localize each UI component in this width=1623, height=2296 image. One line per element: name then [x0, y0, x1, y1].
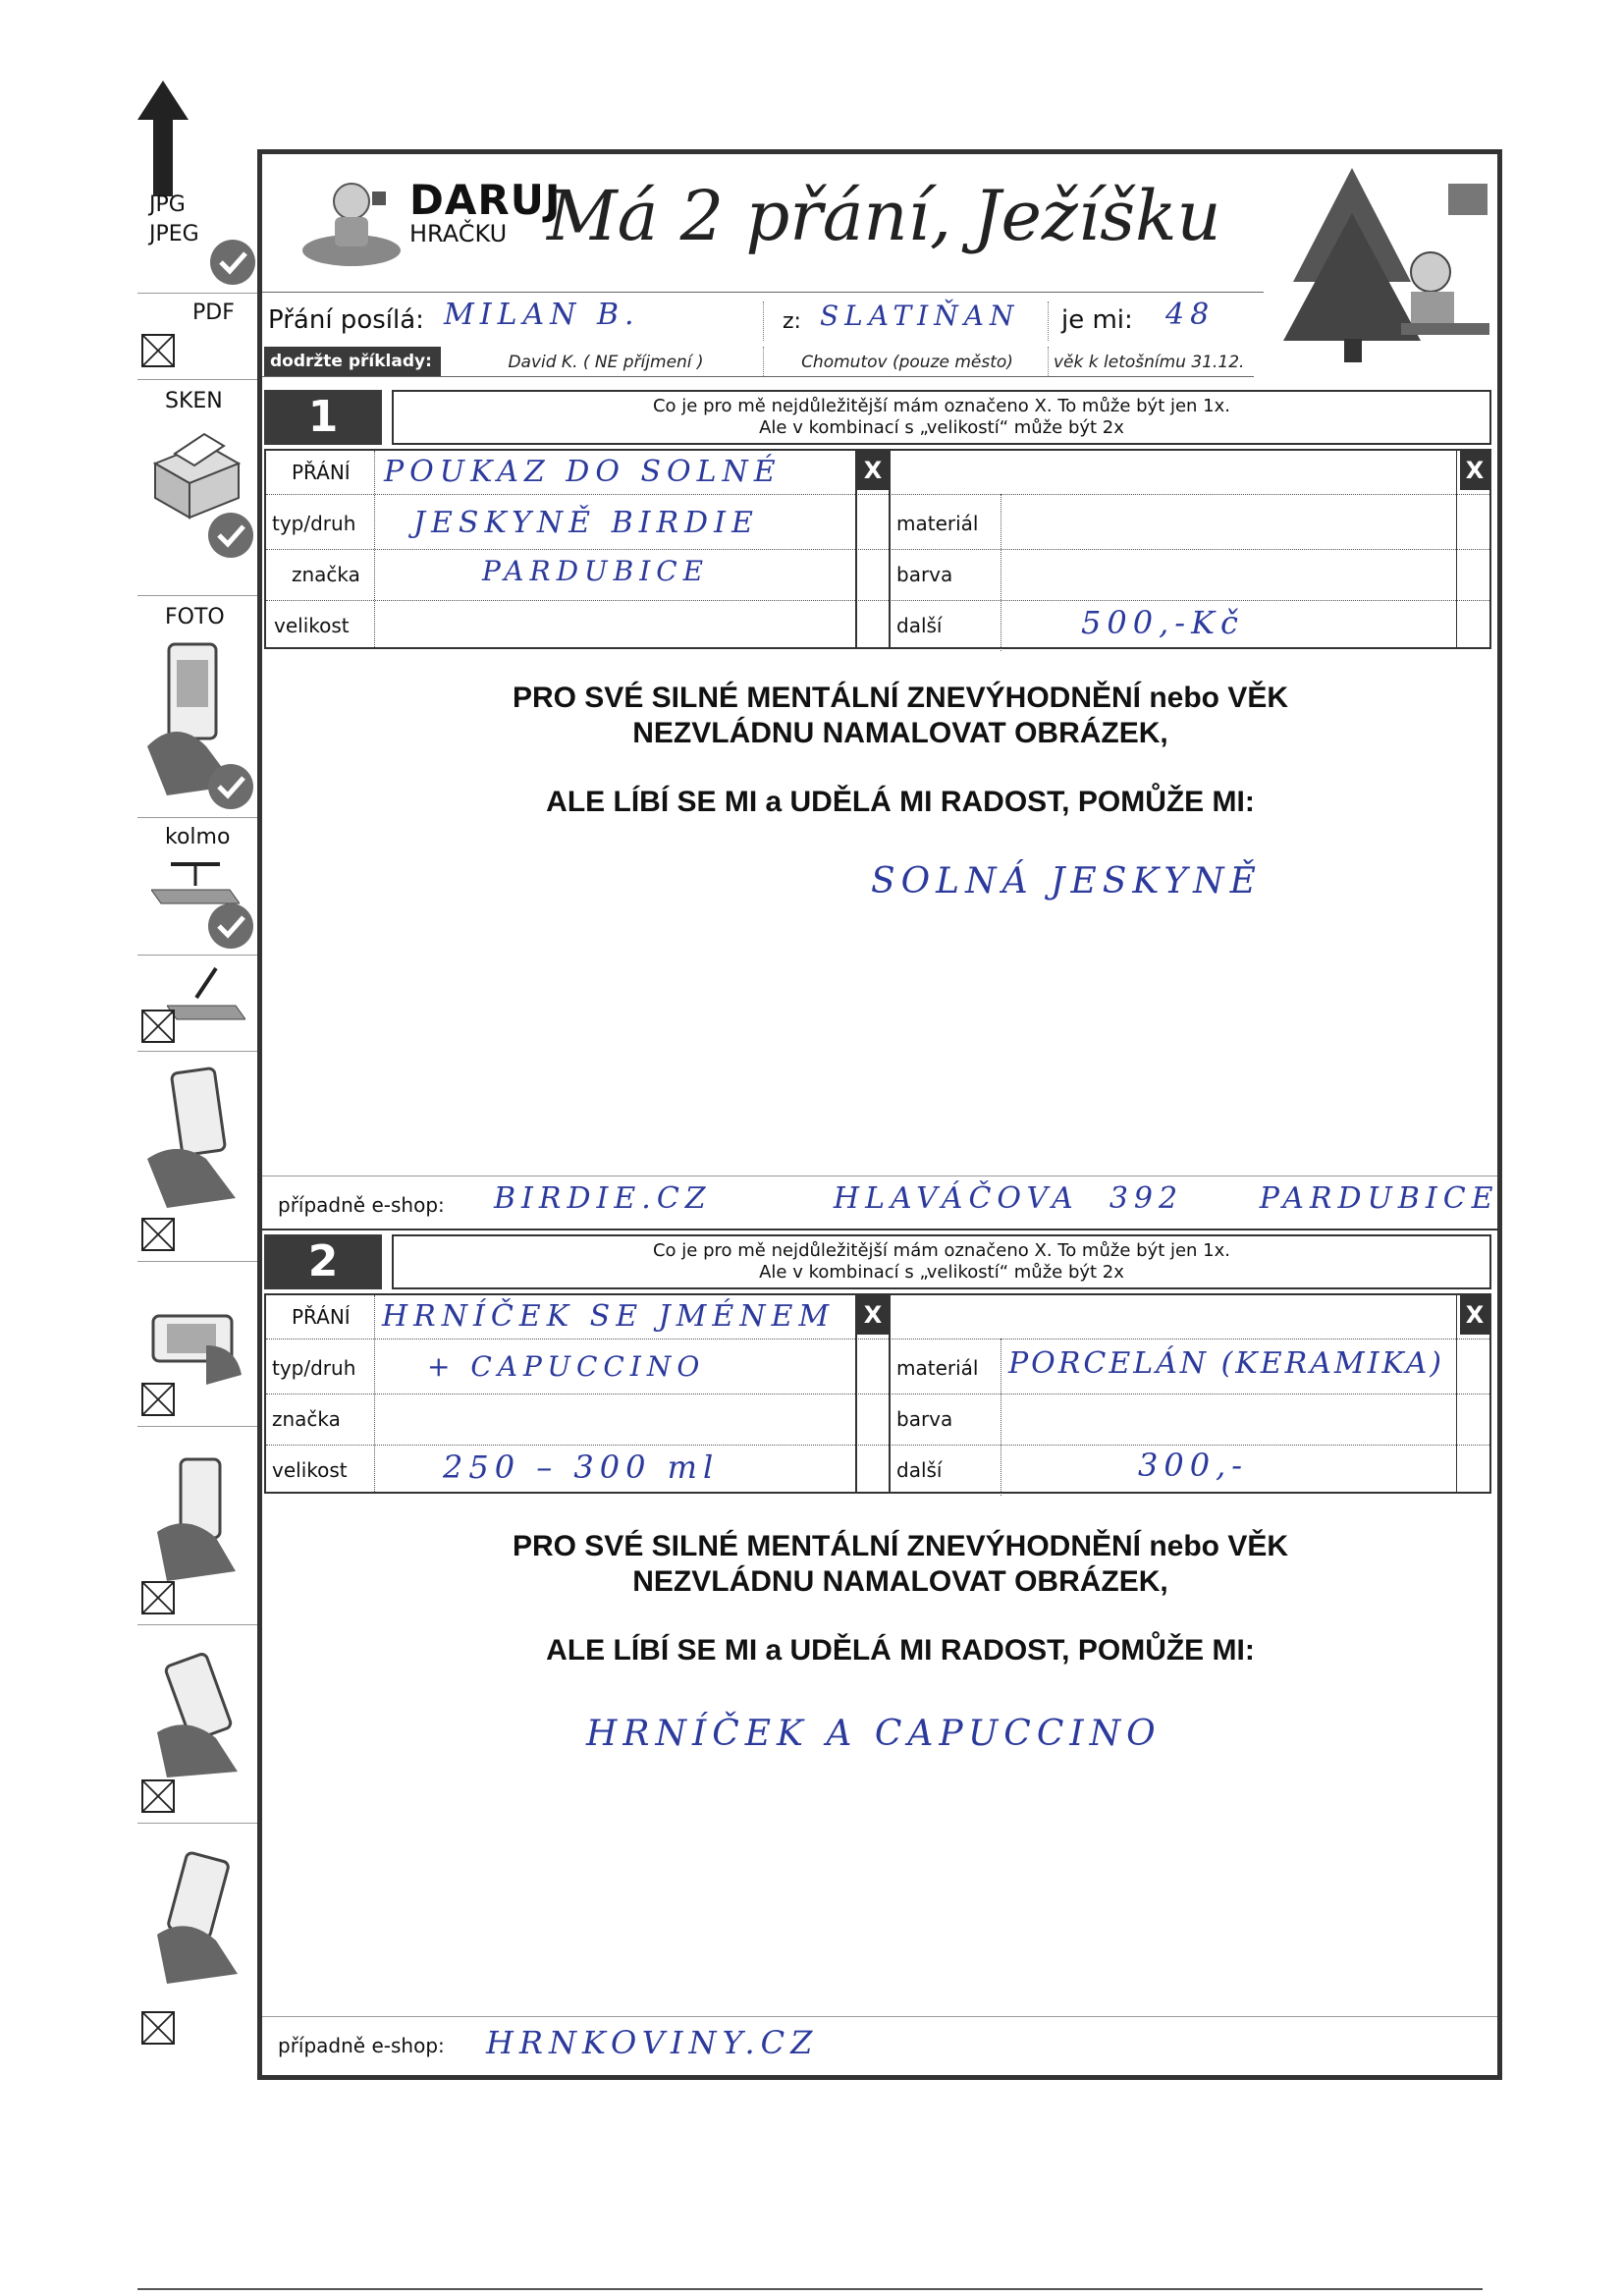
- sender-value: MILAN B.: [444, 298, 640, 332]
- perpendicular-icon: [151, 858, 240, 907]
- christmas-tree-icon: [1283, 164, 1499, 370]
- wish1-typ-label: typ/druh: [272, 512, 356, 535]
- sken-label: SKEN: [165, 389, 223, 413]
- wish1-typ-value: JESKYNĚ BIRDIE: [413, 506, 759, 540]
- x-box-icon: [141, 1218, 175, 1251]
- x-box-icon: [141, 334, 175, 367]
- wish2-material-value: PORCELÁN (KERAMIKA): [1008, 1346, 1444, 1381]
- pdf-label: PDF: [192, 301, 235, 325]
- phone-photo-icon: [147, 1650, 245, 1777]
- wish1-x-right: X: [1460, 451, 1489, 490]
- divider: [137, 595, 257, 596]
- wish2-eshop-label: případně e-shop:: [278, 2034, 445, 2057]
- divider: [1456, 451, 1457, 647]
- wish1-big-line2: NEZVLÁDNU NAMALOVAT OBRÁZEK,: [632, 717, 1168, 749]
- divider: [374, 451, 375, 647]
- wish2-velikost-value: 250 – 300 ml: [443, 1449, 720, 1486]
- age-label: je mi:: [1061, 305, 1133, 335]
- divider: [266, 494, 1489, 495]
- page-title: Má 2 přání, Ježíšku: [547, 176, 1221, 256]
- wish1-number: 1: [264, 390, 382, 445]
- scanner-icon: [145, 424, 243, 522]
- wish2-typ-value: + CAPUCCINO: [427, 1350, 706, 1383]
- divider: [137, 1426, 257, 1427]
- logo-daruj: DARUJ: [409, 176, 562, 224]
- santa-logo-icon: [298, 172, 406, 270]
- wish2-x-right: X: [1460, 1295, 1489, 1335]
- from-label: z:: [783, 309, 801, 334]
- wish2-velikost-label: velikost: [272, 1458, 348, 1482]
- bottom-scan-line: [137, 2288, 1483, 2290]
- foto-label: FOTO: [165, 605, 225, 629]
- check-icon: [210, 240, 255, 285]
- wish2-note: [392, 1234, 1491, 1289]
- header-divider: [262, 292, 1264, 293]
- wish1-note-line2: Ale v kombinací s „velikostí“ může být 2x: [759, 417, 1124, 438]
- wish2-material-label: materiál: [896, 1356, 979, 1380]
- check-icon: [208, 764, 253, 809]
- check-icon: [208, 513, 253, 558]
- wish2-note-line1: Co je pro mě nejdůležitější mám označeno X. To může být jen 1x.: [652, 1240, 1231, 1261]
- phone-photo-icon: [147, 1061, 245, 1208]
- x-box-icon: [141, 1383, 175, 1416]
- divider: [137, 817, 257, 818]
- jpeg-label: JPEG: [149, 222, 199, 246]
- from-value: SLATIŇAN: [820, 300, 1020, 332]
- logo-hracku: HRAČKU: [409, 220, 508, 247]
- divider: [374, 1295, 375, 1492]
- divider: [1048, 347, 1049, 376]
- age-value: 48: [1165, 298, 1216, 332]
- wish2-eshop-value: HRNKOVINY.CZ: [486, 2024, 819, 2061]
- wish2-table: [264, 1293, 1491, 1494]
- wish1-dalsi-value: 500,-Kč: [1081, 604, 1244, 641]
- examples-label: dodržte příklady:: [264, 347, 441, 376]
- divider: [889, 451, 891, 647]
- wish2-x-left: X: [857, 1295, 889, 1335]
- wish2-prani-label: PŘÁNÍ: [292, 1305, 351, 1329]
- wish2-note-line2: Ale v kombinací s „velikostí“ může být 2x: [759, 1262, 1124, 1283]
- header-bottom-line: [262, 376, 1254, 377]
- wish2-prani-value: HRNÍČEK SE JMÉNEM: [382, 1299, 836, 1334]
- wish1-eshop-value: BIRDIE.CZ HLAVÁČOVA 392 PARDUBICE: [494, 1181, 1499, 1216]
- wish1-table: [264, 449, 1491, 649]
- x-box-icon: [141, 2011, 175, 2045]
- kolmo-label: kolmo: [165, 825, 231, 849]
- wish1-eshop-label: případně e-shop:: [278, 1193, 445, 1217]
- logo-text: [409, 176, 562, 247]
- jpg-label: JPG: [149, 192, 186, 217]
- wish2-helper-value: HRNÍČEK A CAPUCCINO: [586, 1714, 1162, 1754]
- wish1-velikost-label: velikost: [274, 614, 350, 637]
- wish1-eshop-line: [262, 1175, 1497, 1176]
- example-name: David K. ( NE příjmení ): [508, 353, 704, 372]
- divider: [266, 600, 1489, 601]
- divider: [763, 301, 764, 341]
- divider: [763, 347, 764, 376]
- divider: [266, 1445, 1489, 1446]
- divider: [1456, 1295, 1457, 1492]
- wish2-big-line1: PRO SVÉ SILNÉ MENTÁLNÍ ZNEVÝHODNĚNÍ nebo VĚK: [512, 1530, 1289, 1562]
- wish2-dalsi-label: další: [896, 1458, 943, 1482]
- wish2-eshop-line: [262, 2016, 1497, 2017]
- wish1-helper-value: SOLNÁ JESKYNĚ: [871, 861, 1262, 902]
- divider: [137, 293, 257, 294]
- wish2-typ-label: typ/druh: [272, 1356, 356, 1380]
- wish1-prani-label: PŘÁNÍ: [292, 461, 351, 484]
- wish1-big-line3: ALE LÍBÍ SE MI a UDĚLÁ MI RADOST, POMŮŽE MI:: [546, 786, 1255, 818]
- wish1-note: [392, 390, 1491, 445]
- wish2-big-line2: NEZVLÁDNU NAMALOVAT OBRÁZEK,: [632, 1565, 1168, 1598]
- sender-label: Přání posílá:: [268, 305, 424, 335]
- tilted-photo-icon: [167, 962, 245, 1021]
- sidebar: [137, 177, 257, 2102]
- wish-form: [257, 149, 1502, 2080]
- wish2-dalsi-value: 300,-: [1138, 1447, 1249, 1484]
- wish1-x-left: X: [857, 451, 889, 490]
- wish2-barva-label: barva: [896, 1407, 953, 1431]
- wish1-material-label: materiál: [896, 512, 979, 535]
- wish1-dalsi-label: další: [896, 614, 943, 637]
- divider: [137, 1051, 257, 1052]
- divider: [1048, 301, 1049, 341]
- x-box-icon: [141, 1581, 175, 1614]
- divider: [137, 955, 257, 956]
- example-city: Chomutov (pouze město): [801, 353, 1013, 372]
- wish2-statement: [409, 1529, 1391, 1668]
- wish1-prani-value: POUKAZ DO SOLNÉ: [384, 455, 782, 489]
- divider: [137, 1261, 257, 1262]
- wish1-big-line1: PRO SVÉ SILNÉ MENTÁLNÍ ZNEVÝHODNĚNÍ nebo VĚK: [512, 682, 1289, 714]
- example-age: věk k letošnímu 31.12.: [1054, 353, 1245, 372]
- phone-landscape-icon: [147, 1306, 245, 1385]
- wish1-note-line1: Co je pro mě nejdůležitější mám označeno X. To může být jen 1x.: [652, 396, 1231, 416]
- wish1-barva-label: barva: [896, 563, 953, 586]
- phone-photo-icon: [147, 1453, 245, 1581]
- wish2-number: 2: [264, 1234, 382, 1289]
- wish1-znacka-label: značka: [292, 563, 360, 586]
- divider: [266, 549, 1489, 550]
- wish1-statement: [409, 681, 1391, 820]
- phone-photo-icon: [147, 1846, 245, 1984]
- divider: [137, 1624, 257, 1625]
- wish2-big-line3: ALE LÍBÍ SE MI a UDĚLÁ MI RADOST, POMŮŽE MI:: [546, 1634, 1255, 1667]
- divider: [137, 1823, 257, 1824]
- divider: [889, 1295, 891, 1492]
- check-icon: [208, 903, 253, 949]
- section-divider: [262, 1229, 1497, 1230]
- x-box-icon: [141, 1779, 175, 1813]
- wish1-znacka-value: PARDUBICE: [482, 555, 710, 587]
- wish2-znacka-label: značka: [272, 1407, 341, 1431]
- divider: [137, 379, 257, 380]
- x-box-icon: [141, 1010, 175, 1043]
